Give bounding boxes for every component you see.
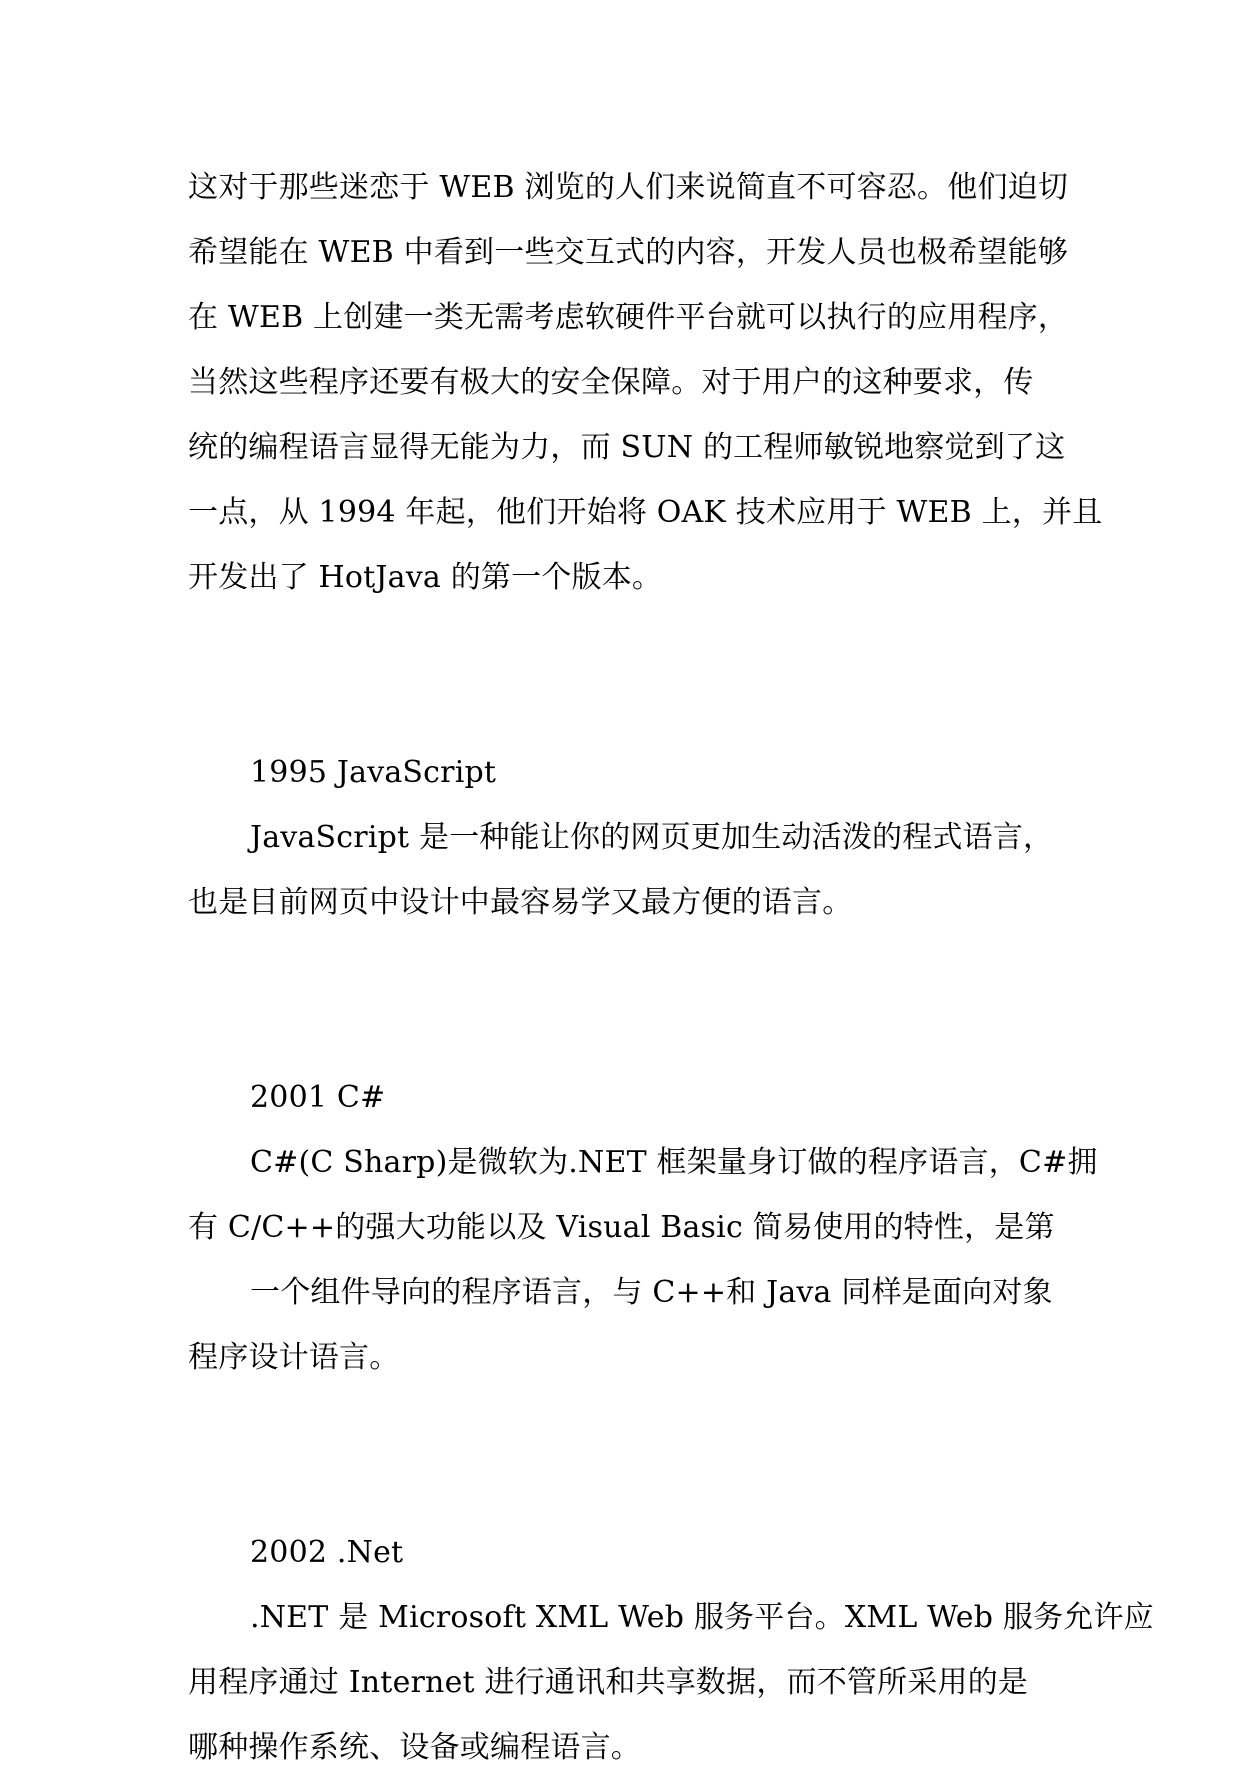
paragraph-line: 一个组件导向的程序语言，与 C++和 Java 同样是面向对象 [250,1275,1053,1310]
paragraph-line: 有 C/C++的强大功能以及 Visual Basic 简易使用的特性，是第 [188,1210,1055,1245]
section-heading: 2002 .Net [250,1535,404,1570]
section-heading: 1995 JavaScript [250,755,497,790]
section-csharp [188,1065,1098,1390]
paragraph-line: C#(C Sharp)是微软为.NET 框架量身订做的程序语言，C#拥 [250,1145,1098,1180]
paragraph-line: 统的编程语言显得无能为力，而 SUN 的工程师敏锐地察觉到了这 [188,430,1066,465]
section-spacer [188,610,1068,740]
section-spacer [188,935,1068,1065]
intro-paragraph [188,155,1103,610]
paragraph-line: 当然这些程序还要有极大的安全保障。对于用户的这种要求，传 [188,365,1034,400]
section-heading: 2001 C# [250,1080,386,1115]
paragraph-line: 程序设计语言。 [188,1340,400,1375]
paragraph-line: 开发出了 HotJava 的第一个版本。 [188,560,663,595]
paragraph-line: 一点，从 1994 年起，他们开始将 OAK 技术应用于 WEB 上，并且 [188,495,1103,530]
paragraph-line: 也是目前网页中设计中最容易学又最方便的语言。 [188,885,853,920]
section-javascript [188,740,1068,935]
paragraph-line: 希望能在 WEB 中看到一些交互式的内容，开发人员也极希望能够 [188,235,1069,270]
paragraph-line: 用程序通过 Internet 进行通讯和共享数据，而不管所采用的是 [188,1665,1029,1700]
section-spacer [188,1390,1068,1520]
section-dotnet [188,1520,1154,1780]
paragraph-line: .NET 是 Microsoft XML Web 服务平台。XML Web 服务允许应 [250,1600,1154,1635]
paragraph-line: JavaScript 是一种能让你的网页更加生动活泼的程式语言， [250,820,1054,855]
paragraph-line: 这对于那些迷恋于 WEB 浏览的人们来说简直不可容忍。他们迫切 [188,170,1069,205]
document-body [188,155,1154,1780]
paragraph-line: 在 WEB 上创建一类无需考虑软硬件平台就可以执行的应用程序， [188,300,1069,335]
paragraph-line: 哪种操作系统、设备或编程语言。 [188,1730,641,1765]
